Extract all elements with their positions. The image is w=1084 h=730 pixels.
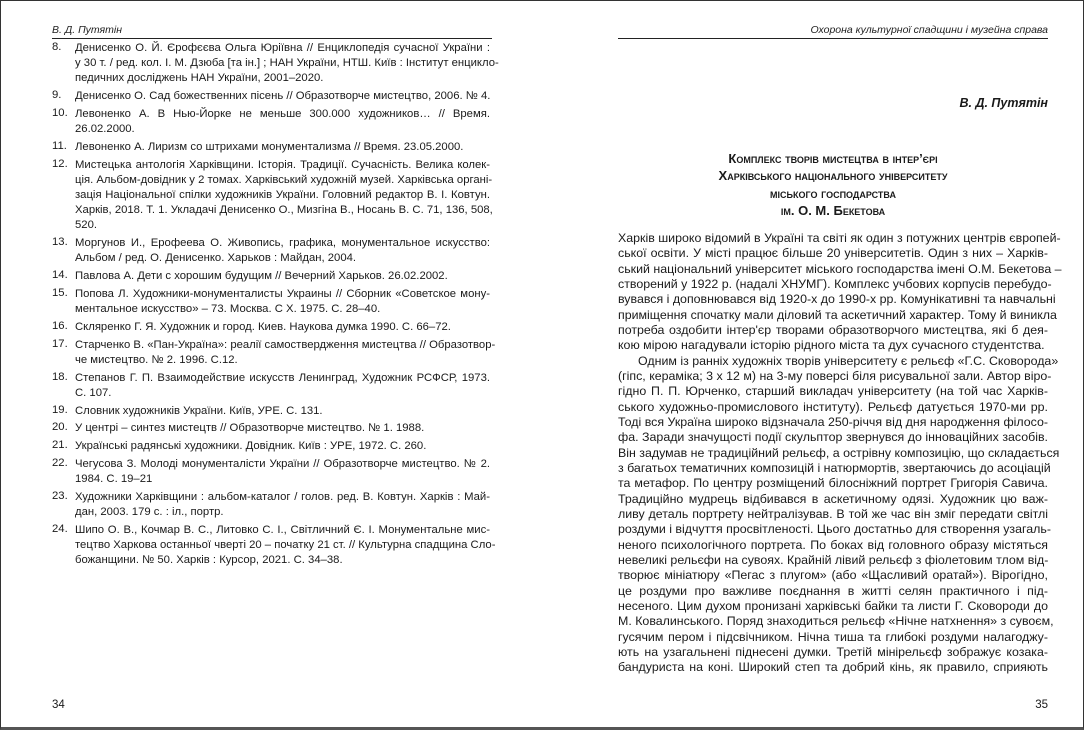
paragraph-line: та метафор. По центру розміщений білосніжний портрет Григорія Савича. [618, 476, 1048, 491]
paragraph-line: це роздуми про важливе поєднання в житті селян практичного і під- [618, 583, 1048, 598]
article-body [618, 231, 1062, 676]
reference-item [52, 269, 490, 284]
reference-line: тецтво Харкова останньої чверті 20 – початку 21 ст. // Культурна спадщина Сло- [75, 539, 496, 552]
reference-line: 520. [75, 219, 97, 232]
reference-line: Степанов Г. П. Взаимодействие искусств Ленинград, Художник РСФСР, 1973. [75, 371, 490, 384]
reference-item [52, 107, 490, 137]
reference-line: Павлова А. Дети с хорошим будущим // Вечерний Харьков. 26.02.2002. [75, 270, 448, 283]
reference-item [52, 236, 490, 266]
paragraph-line: Традиційно мудрець відбивався в аскетичному одязі. Художник цю важ- [618, 491, 1048, 506]
reference-number: 15. [52, 286, 68, 299]
reference-line: Моргунов И., Ерофеева О. Живопись, графика, монументальное искусство: [75, 237, 490, 250]
reference-number: 19. [52, 403, 68, 416]
reference-line: Мистецька антологія Харківщини. Історія. Традиції. Сучасність. Велика колек- [75, 158, 490, 171]
reference-line: Альбом / ред. О. Денисенко. Харьков : Майдан, 2004. [75, 252, 357, 265]
reference-item [52, 421, 490, 436]
paragraph-line: ського художньо-промислового інституту). Рельєф датується 1970-ми рр. [618, 399, 1048, 414]
paragraph [618, 353, 1060, 676]
reference-line: Шипо О. В., Кочмар В. С., Литовко С. І., Світличний Є. І. Монументальне мис- [75, 523, 490, 536]
paragraph-line: Одним із ранніх художніх творів університету є рельєф «Г.С. Сковорода» [638, 353, 1059, 368]
reference-line: че мистецтво. № 2. 1996. С.12. [75, 353, 238, 366]
paragraph-line: вувався і доповнювався від 1920-х до 1990-х рр. Комунікативні та навчальні [618, 292, 1056, 307]
paragraph-line: приміщення спочатку мали діловий та аскетичний характер. Тому й виникла [618, 307, 1057, 322]
reference-line: у 30 т. / ред. кол. І. М. Дзюба [та ін.] ; НАН України, НТШ. Київ : Інститут енцикло- [75, 57, 499, 70]
reference-number: 10. [52, 106, 68, 119]
running-head-author: В. Д. Путятін [52, 24, 123, 36]
reference-line: С. 107. [75, 386, 112, 399]
reference-line: Левоненко А. Лиризм со штрихами монументализма // Время. 23.05.2000. [75, 140, 464, 153]
running-head-section: Охорона культурної спадщини і музейна справа [810, 24, 1048, 36]
page-number: 35 [1035, 699, 1048, 711]
reference-line: Словник художників України. Київ, УРЕ. С. 131. [75, 404, 323, 417]
paragraph-line: роздуми і відчуття просвітленості. Цього достатньо для створення узагаль- [618, 522, 1051, 537]
paragraph-line: несеного. Цим духом пронизані харківські байки та листи Г. Сковороди до [618, 598, 1048, 613]
paragraph-line: невеликі рельєфи на сувоях. Крайній лівий рельєф з фіолетовим тлом від- [618, 552, 1049, 567]
paragraph-line: фа. Заради значущості події скульптор звернувся до інноваційних засобів. [618, 430, 1048, 445]
reference-line: педичних досліджень НАН України, 2001–2020. [75, 72, 324, 85]
reference-item [52, 89, 490, 104]
reference-item [52, 140, 490, 155]
paragraph-line: гідно П. П. Юрченко, старший викладач університету (на той час Харків- [618, 384, 1048, 399]
reference-number: 18. [52, 370, 68, 383]
header-rule [52, 38, 492, 39]
reference-item [52, 287, 490, 317]
reference-line: Скляренко Г. Я. Художник и город. Киев. Наукова думка 1990. С. 66–72. [75, 320, 451, 333]
title-line: Комплекс творів мистецтва в інтер’єрі [728, 151, 938, 166]
reference-number: 9. [52, 89, 62, 102]
reference-line: божанщини. № 50. Харків : Курсор, 2021. С. 34–38. [75, 554, 343, 567]
paragraph-line: створений у 1922 р. (надалі ХНУМГ). Комплекс учбових корпусів перебудо- [618, 276, 1052, 291]
reference-item [52, 490, 490, 520]
paragraph-line: Тоді вся Україна широко відзначала 250-річчя від дня народження філосо- [618, 414, 1048, 429]
reference-number: 22. [52, 457, 68, 469]
reference-line: Старченко В. «Пан-Україна»: реалії самоствердження мистецтва // Образотвор- [75, 338, 496, 351]
paragraph-line: ський національний університет міського господарства імені О.М. Бекетова – [618, 261, 1062, 276]
paragraph-line: кою мірою нагадували історію рідного міста та дух сучасного студентства. [618, 338, 1045, 353]
reference-number: 21. [52, 439, 68, 452]
reference-line: Чегусова З. Молоді монументалісти України // Образотворче мистецтво. № 2. [75, 458, 490, 470]
reference-item [52, 404, 490, 419]
paragraph [618, 231, 1062, 354]
title-line: Харківського національного університету [718, 168, 948, 184]
paragraph-line: Він задумав не традиційний рельєф, а острівну композицію, що складається [618, 445, 1060, 460]
paragraph-line: бандуриста на коні. Широкий степ та добрий кінь, як правило, сприяють [618, 660, 1048, 675]
reference-line: У центрі – синтез мистецтв // Образотворче мистецтво. № 1. 1988. [75, 422, 425, 435]
reference-line: зація Національної спілки художників України. Головний редактор В. І. Ковтун. [75, 189, 490, 202]
reference-line: Попова Л. Художники-монументалисты Украины // Сборник «Советское мону- [75, 287, 490, 300]
reference-line: 26.02.2000. [75, 123, 135, 136]
reference-number: 11. [52, 139, 67, 152]
reference-line: Художники Харківщини : альбом-каталог / голов. ред. В. Ковтун. Харків : Май- [75, 490, 490, 503]
paragraph-line: ської освіти. У місті працює більше 20 університетів. Один з них – Харків- [618, 246, 1048, 261]
reference-number: 12. [52, 157, 68, 170]
reference-number: 8. [52, 41, 62, 53]
reference-item [52, 457, 490, 487]
reference-number: 16. [52, 319, 68, 332]
paragraph-line: з багатьох тематичних композицій і натюрмортів, звертаючись до асоціацій [618, 460, 1051, 475]
reference-line: 1984. С. 19–21 [75, 473, 153, 486]
reference-item [52, 439, 490, 454]
reference-line: Денисенко О. Й. Єрофєєва Ольга Юріївна // Енциклопедія сучасної України : [75, 42, 490, 54]
reference-line: Денисенко О. Сад божественних пісень // Образотворче мистецтво, 2006. № 4. [75, 90, 491, 103]
header-rule [618, 38, 1048, 39]
reference-number: 23. [52, 489, 68, 502]
reference-item [52, 320, 490, 335]
article-title [618, 150, 1048, 220]
paragraph-line: потреба оздобити інтер'єр творами образотворчого мистецтва, які б дея- [618, 322, 1048, 337]
reference-line: ментальное искусство» – 73. Москва. С X. 1975. С. 28–40. [75, 303, 381, 316]
reference-number: 17. [52, 337, 68, 350]
reference-line: ція. Альбом-довідник у 2 томах. Харківський художній музей. Харківська органі- [75, 173, 493, 186]
article-author: В. Д. Путятін [959, 96, 1048, 110]
reference-number: 24. [52, 522, 68, 535]
reference-line: Українські радянські художники. Довідник. Київ : УРЕ, 1972. С. 260. [75, 440, 427, 453]
right-page [542, 0, 1084, 726]
page-number: 34 [52, 699, 65, 711]
reference-number: 13. [52, 236, 68, 249]
paragraph-line: (гіпс, кераміка; 3 х 12 м) на 3-му поверсі біля рисувальної зали. Автор віро- [618, 368, 1052, 383]
title-line: ім. О. М. Бекетова [780, 203, 886, 219]
paragraph-line: ливу деталь портрету нейтралізував. В той же час він зміг передати світлі [618, 506, 1048, 521]
reference-item [52, 337, 496, 368]
reference-item [52, 522, 496, 569]
paragraph-line: творює мініатюру «Пегас з плугом» (або «Щасливий оратай»). Вірогідно, [618, 568, 1048, 583]
paragraph-line: неного психологічного портрета. По боках від головного образу містяться [618, 537, 1048, 552]
reference-number: 20. [52, 421, 68, 434]
paragraph-line: Харків широко відомий в Україні та світі як один з потужних центрів європей- [618, 231, 1061, 245]
title-line: міського господарства [770, 185, 896, 201]
reference-number: 14. [52, 269, 68, 282]
reference-line: Харків, 2018. Т. 1. Укладачі Денисенко О., Мизгіна В., Носань В. С. 71, 136, 508, [75, 204, 493, 217]
reference-item [52, 371, 490, 401]
paragraph-line: гусячим пером і підсвічником. Нічна тиша та глибокі роздуми налагоджу- [618, 629, 1048, 644]
reference-list [52, 41, 499, 571]
reference-item [52, 41, 499, 87]
paragraph-line: ють на узагальнені піднесені думки. Третій мінірельєф зображує козака- [618, 644, 1048, 659]
left-page [0, 0, 542, 726]
reference-line: дан, 2003. 179 с. : іл., портр. [75, 506, 224, 519]
reference-line: Левоненко А. В Нью-Йорке не меньше 300.000 художников… // Время. [75, 107, 490, 120]
reference-item [52, 157, 493, 234]
paragraph-line: М. Ковалинського. Поряд знаходиться рельєф «Нічне натхнення» з сувоєм, [618, 614, 1054, 629]
